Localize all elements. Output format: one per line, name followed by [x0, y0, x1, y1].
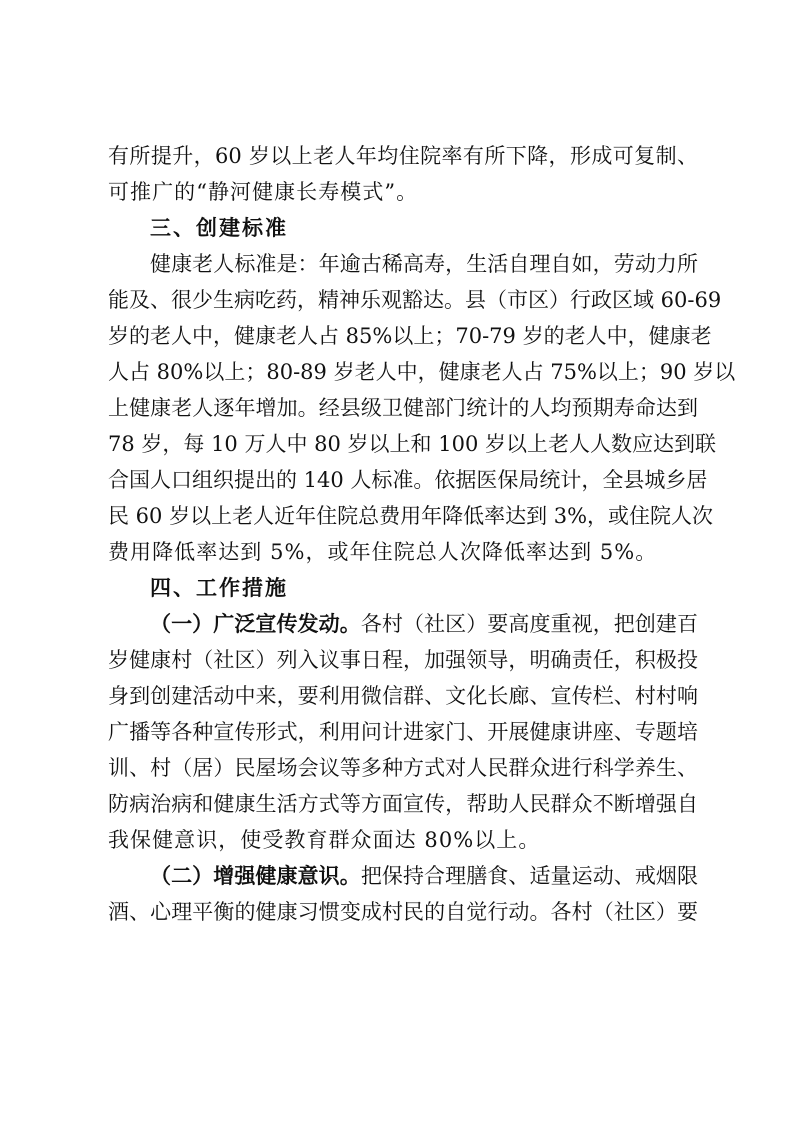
paragraph-line: 能及、很少生病吃药，精神乐观豁达。县（市区）行政区域 60-69 [108, 288, 722, 312]
paragraph-line: 岁的老人中，健康老人占 85%以上；70-79 岁的老人中，健康老 [108, 324, 712, 348]
paragraph-line: 广播等各种宣传形式，利用问计进家门、开展健康讲座、专题培 [108, 720, 698, 744]
paragraph-line: 身到创建活动中来，要利用微信群、文化长廊、宣传栏、村村响 [108, 684, 698, 708]
paragraph-line: 费用降低率达到 5%，或年住院总人次降低率达到 5%。 [108, 540, 658, 564]
subsection-text: 各村（社区）要高度重视，把创建百 [360, 612, 699, 636]
subsection-first-line [108, 858, 698, 894]
paragraph-line: 酒、心理平衡的健康习惯变成村民的自觉行动。各村（社区）要 [108, 900, 698, 924]
subsection-text: 把保持合理膳食、适量运动、戒烟限 [360, 864, 699, 888]
paragraph-line: 训、村（居）民屋场会议等多种方式对人民群众进行科学养生、 [108, 756, 698, 780]
paragraph-line: 78 岁，每 10 万人中 80 岁以上和 100 岁以上老人人数应达到联 [108, 432, 716, 456]
paragraph-line: 民 60 岁以上老人近年住院总费用年降低率达到 3%，或住院人次 [108, 504, 714, 528]
paragraph-line: 防病治病和健康生活方式等方面宣传，帮助人民群众不断增强自 [108, 792, 698, 816]
section-heading: 四、工作措施 [150, 576, 288, 600]
document-page [108, 138, 736, 930]
paragraph-line: 岁健康村（社区）列入议事日程，加强领导，明确责任，积极投 [108, 648, 698, 672]
section-heading: 三、创建标准 [150, 216, 288, 240]
paragraph-line: 可推广的“静河健康长寿模式”。 [108, 180, 419, 204]
subsection-first-line [108, 606, 698, 642]
paragraph-line: 有所提升，60 岁以上老人年均住院率有所下降，形成可复制、 [108, 144, 698, 168]
paragraph-line: 健康老人标准是：年逾古稀高寿，生活自理自如，劳动力所 [150, 252, 698, 276]
paragraph-line: 合国人口组织提出的 140 人标准。依据医保局统计，全县城乡居 [108, 468, 708, 492]
paragraph-line: 我保健意识，使受教育群众面达 80%以上。 [108, 828, 541, 852]
paragraph-line: 人占 80%以上；80-89 岁老人中，健康老人占 75%以上；90 岁以 [108, 360, 736, 384]
subsection-title: （一）广泛宣传发动。 [150, 612, 361, 636]
paragraph-line: 上健康老人逐年增加。经县级卫健部门统计的人均预期寿命达到 [108, 396, 698, 420]
subsection-title: （二）增强健康意识。 [150, 864, 361, 888]
